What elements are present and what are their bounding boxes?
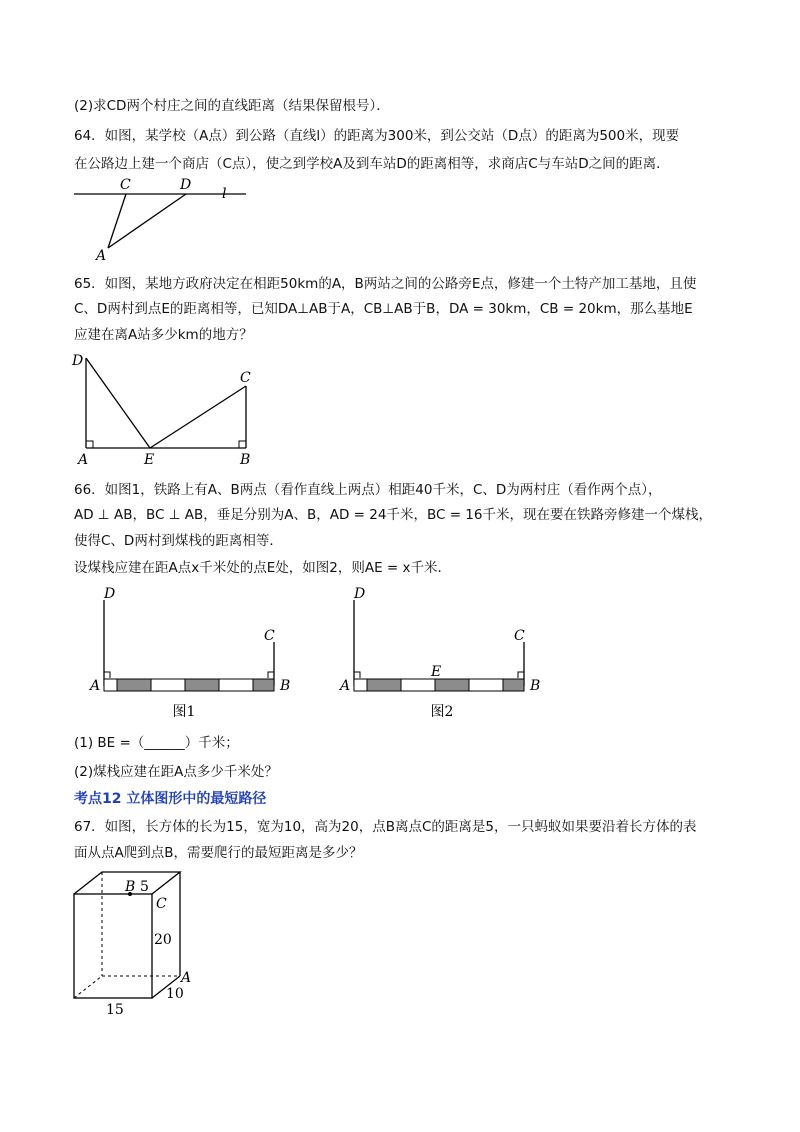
q64-text-line2: 在公路边上建一个商店（C点），使之到学校A及到车站D的距离相等，求商店C与车站D之间的距离．	[74, 156, 670, 172]
q67-text-line1: 67．如图，长方体的长为15，宽为10，高为20，点B离点C的距离是5，一只蚂蚁如果要沿着长方体的表	[74, 819, 697, 835]
fig67-label-10: 10	[166, 986, 184, 1002]
q63-part2-text: (2)求CD两个村庄之间的直线距离（结果保留根号）．	[74, 98, 390, 114]
q66-sub2: (2)煤栈应建在距A点多少千米处？	[74, 764, 278, 780]
figure-64	[60, 176, 260, 266]
fig67-label-A: A	[181, 970, 192, 986]
fig67-label-B: B	[125, 879, 136, 895]
fig66-2-label-A: A	[340, 678, 351, 694]
q65-text-line1: 65．如图，某地方政府决定在相距50km的A，B两站之间的公路旁E点，修建一个土特产加工基地，且使	[74, 276, 697, 292]
fig65-label-D: D	[72, 353, 84, 369]
q66-text-line1: 66．如图1，铁路上有A、B两点（看作直线上两点）相距40千米，C、D为两村庄（看作两个点），	[74, 482, 662, 498]
fig66-1-caption: 图1	[172, 704, 196, 720]
q66-text-line4: 设煤栈应建在距A点x千米处的点E处，如图2，则AE = x千米．	[74, 560, 451, 576]
fig67-label-20: 20	[154, 932, 172, 948]
fig66-2-caption: 图2	[430, 704, 454, 720]
q66-text-line2: AD ⊥ AB，BC ⊥ AB，垂足分别为A、B，AD = 24千米，BC = 16千米，现在要在铁路旁修建一个煤栈，	[74, 507, 712, 523]
fig65-label-E: E	[144, 452, 155, 468]
fig64-label-D: D	[180, 177, 192, 193]
q66-sub1: (1) BE =（______）千米；	[74, 735, 239, 751]
q66-text-line3: 使得C、D两村到煤栈的距离相等．	[74, 533, 283, 549]
fig64-label-A: A	[96, 248, 107, 264]
figure-66-2	[334, 582, 554, 722]
figure-65	[66, 348, 266, 470]
fig66-2-label-D: D	[354, 586, 366, 602]
fig66-2-label-E: E	[431, 664, 442, 680]
fig66-1-label-B: B	[280, 678, 291, 694]
fig64-label-l: l	[222, 186, 227, 202]
fig67-label-C: C	[156, 896, 167, 912]
section-heading: 考点12 立体图形中的最短路径	[74, 791, 267, 807]
q65-text-line2: C、D两村到点E的距离相等，已知DA⊥AB于A，CB⊥AB于B，DA = 30km，CB = 20km，那么基地E	[74, 301, 693, 317]
fig66-1-label-C: C	[264, 628, 275, 644]
q67-text-line2: 面从点A爬到点B，需要爬行的最短距离是多少？	[74, 845, 363, 861]
fig64-label-C: C	[120, 177, 131, 193]
q64-text-line1: 64．如图，某学校（A点）到公路（直线l）的距离为300米，到公交站（D点）的距离为500米，现要	[74, 128, 680, 144]
fig66-1-label-A: A	[90, 678, 101, 694]
fig66-2-label-B: B	[530, 678, 541, 694]
fig65-label-B: B	[240, 452, 251, 468]
q65-text-line3: 应建在离A站多少km的地方？	[74, 327, 253, 343]
fig65-label-C: C	[240, 370, 251, 386]
figure-66-1	[84, 582, 304, 722]
figure-67-cuboid	[64, 868, 204, 1018]
fig65-label-A: A	[78, 452, 89, 468]
fig66-2-label-C: C	[514, 628, 525, 644]
fig66-1-label-D: D	[104, 586, 116, 602]
fig67-label-5: 5	[140, 879, 149, 895]
fig67-label-15: 15	[106, 1002, 124, 1018]
